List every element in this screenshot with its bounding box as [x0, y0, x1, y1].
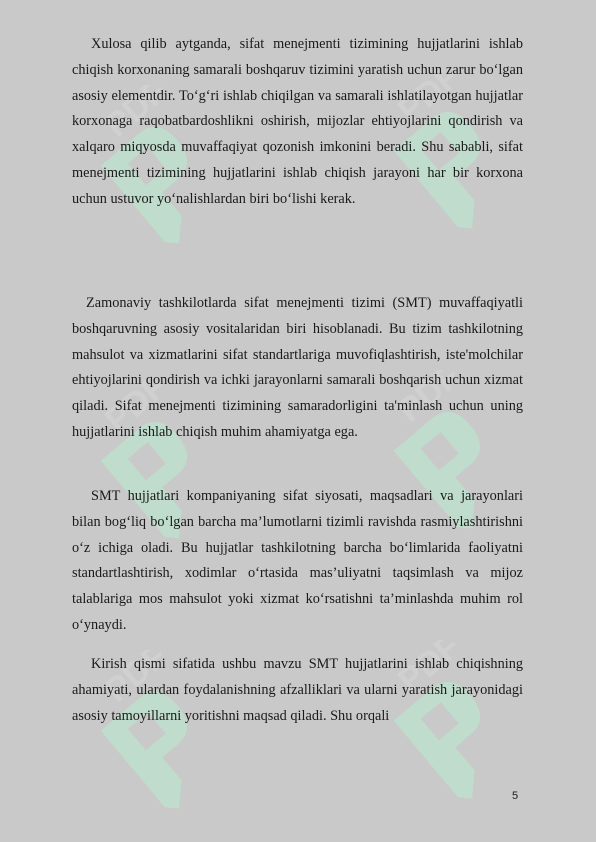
svg-text:PDF: PDF	[97, 85, 175, 145]
page-number: 5	[512, 790, 519, 802]
paragraph: SMT hujjatlari kompaniyaning sifat siyosati, maqsadlari va jarayonlari bilan bog‘liq bo‘lgan barcha ma’lumotlarni tizimli ravishda rasmiylashtirishni o‘z ichiga oladi. Bu hujjatlar tashkilotning barcha bo‘limlarida faoliyatni standartlashtirish, xodimlar o‘rtasida mas’uliyatni taqsimlash va mijoz talablariga mos mahsulot yoki xizmat ko‘rsatishni ta’minlashda muhim rol o‘ynaydi.	[72, 488, 523, 633]
introduction-section	[72, 291, 523, 446]
svg-text:PDF: PDF	[390, 640, 468, 700]
svg-text:PDF: PDF	[97, 650, 175, 710]
body-section	[72, 484, 523, 639]
svg-text:PDF: PDF	[97, 380, 175, 440]
body-section	[72, 652, 523, 729]
svg-text:PDF: PDF	[390, 370, 468, 430]
paragraph: Xulosa qilib aytganda, sifat menejmenti tizimining hujjatlarini ishlab chiqish korxonaning samarali boshqaruv tizimini yaratish uchun zarur bo‘lgan asosiy elementdir. To‘g‘ri ishlab chiqilgan va samarali ishlatilayotgan hujjatlar korxonaga raqobatbardoshlikni oshirish, mijozlar ehtiyojlarini qondirish va xalqaro miqyosda muvaffaqiyat qozonish imkonini beradi. Shu sababli, sifat menejmenti tizimining hujjatlarini ishlab chiqish jarayoni har bir korxona uchun ustuvor yo‘nalishlardan biri bo‘lishi kerak.	[72, 36, 523, 207]
conclusion-section	[72, 32, 523, 213]
paragraph: Kirish qismi sifatida ushbu mavzu SMT hujjatlarini ishlab chiqishning ahamiyati, ulardan foydalanishning afzalliklari va ularni yaratish jarayonidagi asosiy tamoyillarni yoritishni maqsad qiladi. Shu orqali	[72, 656, 523, 724]
paragraph: Zamonaviy tashkilotlarda sifat menejmenti tizimi (SMT) muvaffaqiyatli boshqaruvning asosiy vositalaridan biri hisoblanadi. Bu tizim tashkilotning mahsulot va xizmatlarini sifat standartlariga muvofiqlashtirish, iste'molchilar ehtiyojlarini qondirish va ichki jarayonlarni samarali boshqarish uchun xizmat qiladi. Sifat menejmenti tizimining samaradorligini ta'minlash uchun uning hujjatlarini ishlab chiqish muhim ahamiyatga ega.	[72, 295, 523, 440]
svg-text:PDF: PDF	[390, 70, 468, 130]
